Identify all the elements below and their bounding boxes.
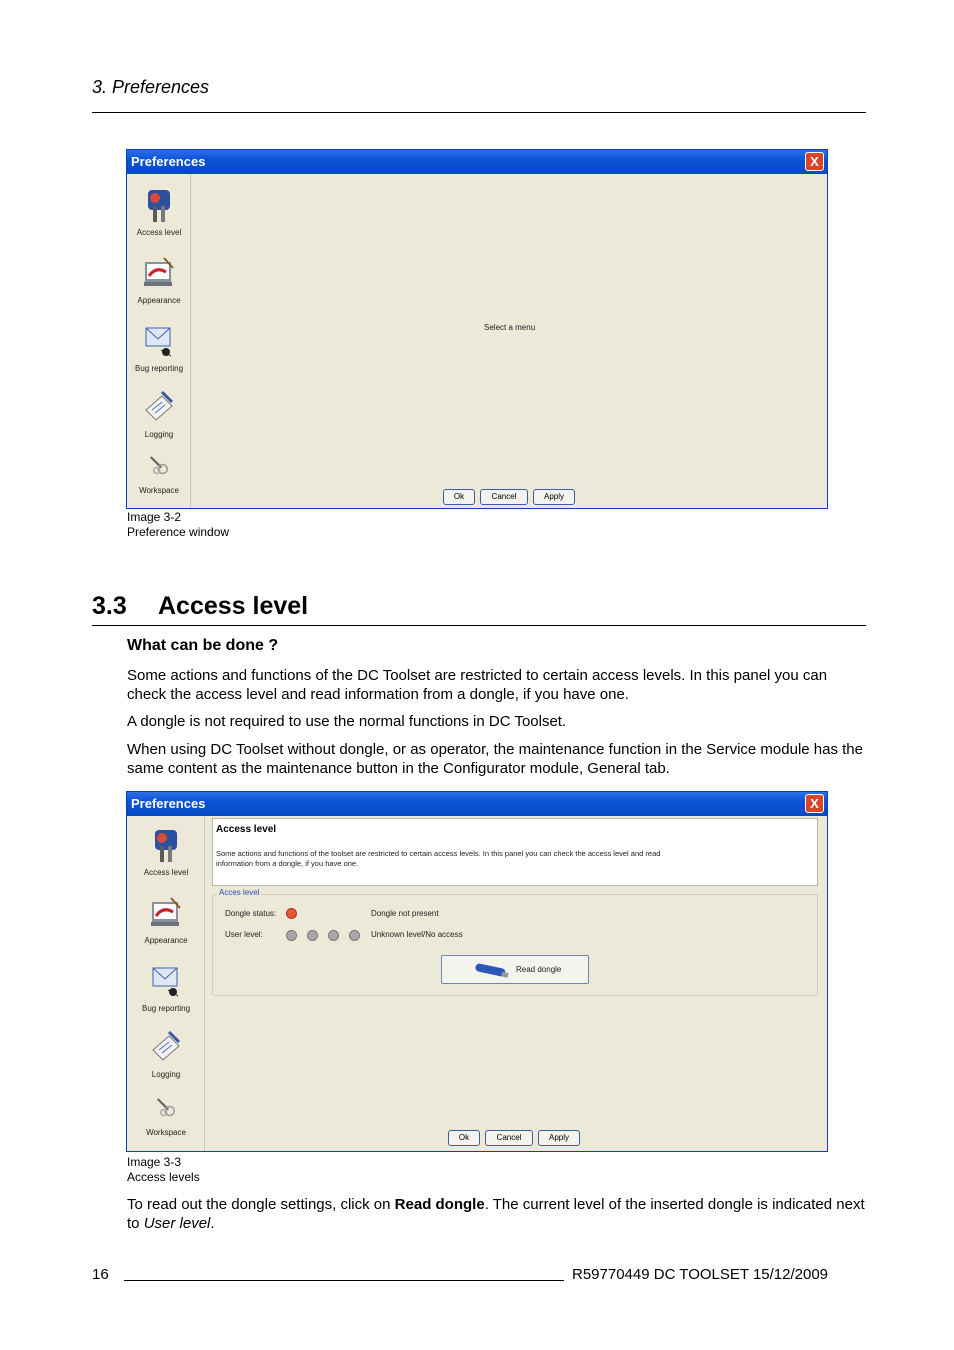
sidebar-item-label: Workspace — [146, 1128, 186, 1137]
sidebar-item-label: Bug reporting — [141, 1004, 191, 1013]
section-rule — [92, 625, 866, 626]
select-menu-text: Select a menu — [484, 323, 536, 332]
section-title: Access level — [158, 592, 309, 620]
page-number: 16 — [92, 1266, 109, 1283]
figure-caption: Access levels — [127, 1170, 200, 1184]
access-level-panel — [206, 816, 827, 1151]
notepad-pen-icon — [149, 1028, 183, 1068]
close-icon[interactable]: X — [805, 794, 824, 813]
paragraph: When using DC Toolset without dongle, or as operator, the maintenance function in the Service module has the same content as the maintenance button in the Configurator module, General tab. — [127, 741, 863, 777]
tools-icon — [149, 1096, 183, 1126]
closing-paragraph — [127, 1195, 867, 1233]
bug-mail-icon — [149, 962, 183, 1002]
read-dongle-button[interactable] — [441, 955, 589, 984]
text: To read out the dongle settings, click on — [127, 1196, 395, 1213]
cancel-button[interactable]: Cancel — [480, 489, 528, 505]
bold-term: Read dongle — [394, 1196, 485, 1213]
dongle-status-label: Dongle status: — [225, 909, 277, 918]
sidebar-item-label: Access level — [143, 868, 189, 877]
user-level-led-icon — [349, 930, 360, 941]
sidebar-item-bug-reporting[interactable] — [127, 322, 191, 373]
group-legend: Acces level — [219, 888, 260, 897]
sidebar-item-label: Appearance — [137, 296, 181, 305]
user-level-value: Unknown level/No access — [371, 930, 463, 939]
sidebar-item-label: Logging — [151, 1070, 181, 1079]
keys-icon — [149, 826, 183, 866]
user-level-led-icon — [328, 930, 339, 941]
sidebar-item-access-level[interactable] — [127, 826, 205, 877]
keys-icon — [142, 186, 176, 226]
content-area — [192, 174, 827, 508]
sidebar-item-label: Logging — [144, 430, 174, 439]
ok-button[interactable]: Ok — [448, 1130, 480, 1146]
section-heading — [92, 592, 308, 621]
italic-term: User level — [143, 1215, 211, 1232]
section-number: 3.3 — [92, 592, 127, 620]
ok-button[interactable]: Ok — [443, 489, 475, 505]
figure-number: Image 3-3 — [127, 1155, 182, 1169]
sidebar-item-label: Access level — [136, 228, 182, 237]
sidebar-item-logging[interactable] — [127, 388, 191, 439]
text: . The current level of the inserted dongle is indicated next to — [127, 1196, 865, 1232]
read-dongle-label: Read dongle — [516, 965, 562, 974]
sidebar-item-workspace[interactable] — [127, 454, 191, 495]
panel-header-box — [212, 818, 818, 886]
panel-title: Access level — [216, 824, 277, 835]
apply-button[interactable]: Apply — [533, 489, 575, 505]
dongle-status-led-icon — [286, 908, 297, 919]
dongle-status-value: Dongle not present — [371, 909, 439, 918]
figure-number: Image 3-2 — [127, 510, 182, 524]
access-level-group — [212, 888, 818, 996]
paragraph: Some actions and functions of the DC Toolset are restricted to certain access levels. In this panel you can check the access level and read information from a dongle, if you have one. — [127, 667, 828, 703]
sidebar-item-label: Workspace — [139, 486, 179, 495]
close-icon[interactable]: X — [805, 152, 824, 171]
figure-caption: Preference window — [127, 525, 230, 539]
sidebar-item-bug-reporting[interactable] — [127, 962, 205, 1013]
user-level-led-icon — [286, 930, 297, 941]
sidebar — [127, 174, 191, 508]
footer-rule — [124, 1280, 564, 1281]
cancel-button[interactable]: Cancel — [485, 1130, 533, 1146]
sidebar-item-logging[interactable] — [127, 1028, 205, 1079]
header-rule — [92, 112, 866, 113]
window-title: Preferences — [131, 154, 206, 169]
apply-button[interactable]: Apply — [538, 1130, 580, 1146]
text: . — [210, 1215, 215, 1232]
sidebar-item-appearance[interactable] — [127, 254, 191, 305]
subsection-heading: What can be done ? — [127, 637, 279, 654]
notepad-pen-icon — [142, 388, 176, 428]
window-titlebar — [127, 150, 827, 174]
sidebar — [127, 816, 205, 1151]
running-header: 3. Preferences — [92, 77, 210, 97]
monitor-brush-icon — [142, 254, 176, 294]
paragraph: A dongle is not required to use the normal functions in DC Toolset. — [127, 713, 567, 730]
monitor-brush-icon — [149, 894, 183, 934]
document-id: R59770449 DC TOOLSET 15/12/2009 — [572, 1266, 829, 1283]
user-level-led-icon — [307, 930, 318, 941]
panel-description: information from a dongle, if you have one. — [216, 859, 359, 868]
panel-description: Some actions and functions of the toolset are restricted to certain access levels. In this panel you can check the access level and read — [216, 849, 661, 858]
sidebar-item-appearance[interactable] — [127, 894, 205, 945]
window-title: Preferences — [131, 796, 206, 811]
sidebar-item-access-level[interactable] — [127, 186, 191, 237]
preferences-window-1 — [126, 149, 828, 509]
user-level-label: User level: — [225, 930, 263, 939]
usb-dongle-icon — [472, 960, 512, 980]
bug-mail-icon — [142, 322, 176, 362]
sidebar-item-workspace[interactable] — [127, 1096, 205, 1137]
window-titlebar — [127, 792, 827, 816]
sidebar-item-label: Appearance — [144, 936, 188, 945]
sidebar-item-label: Bug reporting — [134, 364, 184, 373]
preferences-window-2 — [126, 791, 828, 1152]
tools-icon — [142, 454, 176, 484]
